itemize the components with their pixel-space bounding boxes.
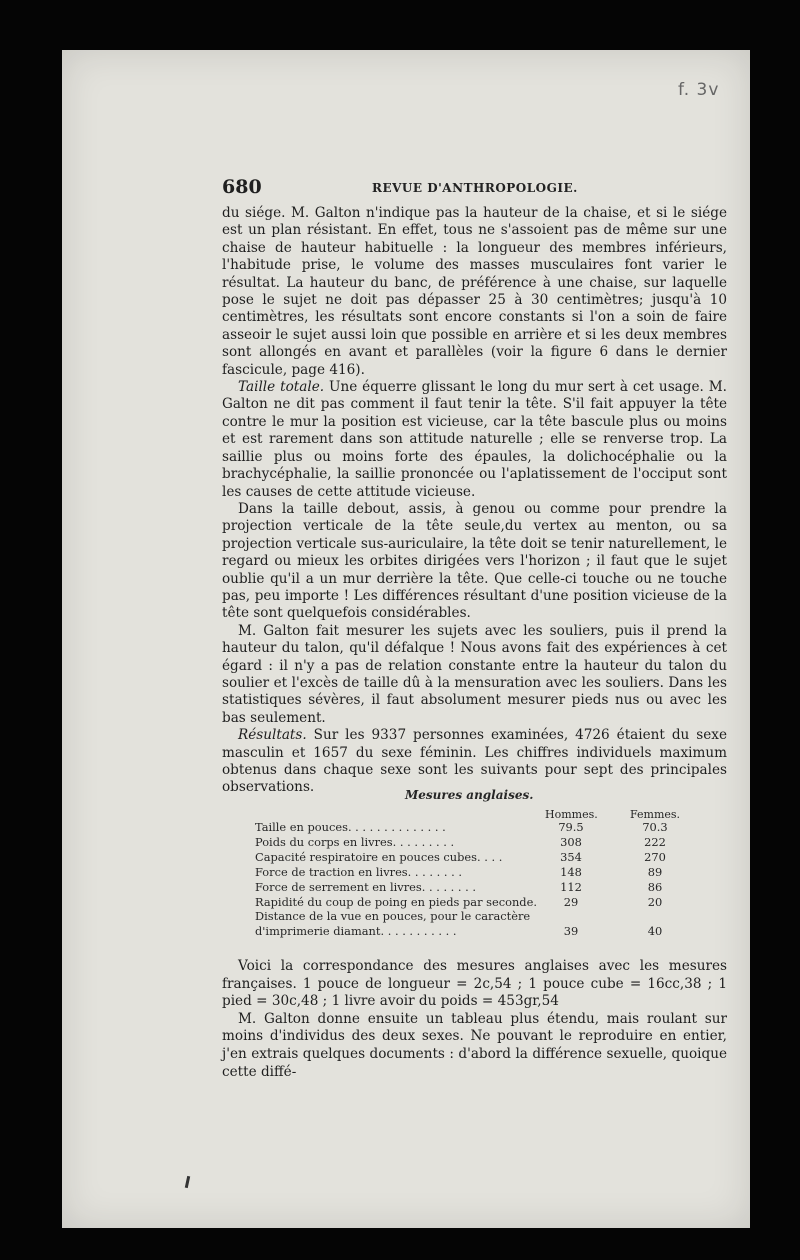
value-men: 112	[560, 880, 582, 894]
paragraph-lead: Résultats.	[238, 727, 307, 744]
value-men: 79.5	[558, 820, 584, 834]
paragraph: Voici la correspondance des mesures anglaises avec les mesures françaises. 1 pouce de longueur = 2c,54 ; 1 pouce cube = 16cc,38 ; 1 pied = 30c,48 ; 1 livre avoir du poids = 453gr,54	[222, 958, 727, 1010]
body-text-continued	[222, 958, 727, 1081]
value-men: 148	[560, 865, 582, 879]
row-label: d'imprimerie diamant. . . . . . . . . . .	[255, 924, 457, 938]
table-row	[255, 909, 725, 923]
paragraph-text: Sur les 9337 personnes examinées, 4726 étaient du sexe masculin et 1657 du sexe féminin. Les chiffres individuels maximum obtenus dans chaque sexe sont les suivants pour sept des principales observations.	[222, 727, 727, 796]
row-label: Taille en pouces. . . . . . . . . . . . . .	[255, 820, 446, 834]
row-label: Capacité respiratoire en pouces cubes. . . .	[255, 850, 503, 864]
row-label: Distance de la vue en pouces, pour le caractère	[255, 909, 531, 923]
table-row	[255, 865, 725, 879]
page-number: 680	[222, 176, 262, 198]
paragraph: M. Galton fait mesurer les sujets avec les souliers, puis il prend la hauteur du talon, qu'il défalque ! Nous avons fait des expériences à cet égard : il n'y a pas de relation constante entre la hauteur du talon du soulier et l'excès de taille dû à la mensuration avec les souliers. Dans les statistiques sévères, il faut absolument mesurer pieds nus ou avec les bas seulement.	[222, 622, 727, 726]
paragraph	[222, 727, 727, 797]
value-women: 70.3	[642, 820, 668, 834]
row-label: Force de serrement en livres. . . . . . . .	[255, 880, 477, 894]
value-women: 222	[644, 835, 666, 849]
value-men: 39	[563, 924, 579, 938]
paragraph: Dans la taille debout, assis, à genou ou comme pour prendre la projection verticale de la tête seule,du vertex au menton, ou sa projection verticale sus-auriculaire, la tête doit se tenir naturellement, le regard ou mieux les orbites dirigées vers l'horizon ; il faut que le sujet oublie qu'il a un mur derrière la tête. Que celle-ci touche ou ne touche pas, peu importe ! Les différences résultant d'une position vicieuse de la tête sont quelquefois considérables.	[222, 500, 727, 622]
paragraph-lead: Taille totale.	[238, 379, 325, 396]
table-row	[255, 880, 725, 894]
table-row	[255, 850, 725, 864]
value-men: 29	[563, 895, 579, 909]
table-row	[255, 895, 725, 909]
value-men: 354	[560, 850, 582, 864]
row-label: Force de traction en livres. . . . . . . .	[255, 865, 462, 879]
table-row	[255, 924, 725, 938]
paragraph: du siége. M. Galton n'indique pas la hauteur de la chaise, et si le siége est un plan résistant. En effet, tous ne s'assoient pas de même sur une chaise de hauteur habituelle : la longueur des membres inférieurs, l'habitude prise, le volume des masses musculaires font varier le résultat. La hauteur du banc, de préférence à une chaise, sur laquelle pose le sujet ne doit pas dépasser 25 à 30 centimètres; jusqu'à 10 centimètres, les résultats sont encore constants si l'on a soin de faire asseoir le sujet aussi loin que possible en arrière et si les deux membres sont allongés en avant et parallèles (voir la figure 6 dans le dernier fascicule, page 416).	[222, 205, 727, 378]
table-row	[255, 835, 725, 849]
table-row	[255, 820, 725, 834]
value-women: 40	[647, 924, 663, 938]
journal-title: REVUE D'ANTHROPOLOGIE.	[372, 181, 578, 195]
value-women: 20	[647, 895, 663, 909]
paragraph-text: Une équerre glissant le long du mur sert à cet usage. M. Galton ne dit pas comment il faut tenir la tête. S'il fait appuyer la tête contre le mur la position est vicieuse, car la tête bascule plus ou moins et est rarement dans son attitude naturelle ; elle se renverse trop. La saillie plus ou moins forte des épaules, la dolichocéphalie ou la brachycéphalie, la saillie prononcée ou l'aplatissement de l'occiput sont les causes de cette attitude vicieuse.	[222, 379, 728, 500]
column-header-women: Femmes.	[630, 808, 681, 821]
row-label: Rapidité du coup de poing en pieds par seconde.	[255, 895, 537, 909]
value-women: 89	[647, 865, 663, 879]
table-caption: Mesures anglaises.	[405, 788, 534, 802]
row-label: Poids du corps en livres. . . . . . . . .	[255, 835, 455, 849]
column-header-men: Hommes.	[545, 808, 598, 821]
value-women: 270	[644, 850, 666, 864]
value-men: 308	[560, 835, 582, 849]
value-women: 86	[647, 880, 663, 894]
paragraph	[222, 379, 727, 501]
running-head	[222, 176, 727, 200]
paragraph: M. Galton donne ensuite un tableau plus étendu, mais roulant sur moins d'individus des deux sexes. Ne pouvant le reproduire en entier, j'en extrais quelques documents : d'abord la différence sexuelle, quoique cette diffé-	[222, 1010, 727, 1080]
body-text	[222, 205, 727, 797]
handwritten-folio-note: f. 3v	[678, 80, 720, 100]
